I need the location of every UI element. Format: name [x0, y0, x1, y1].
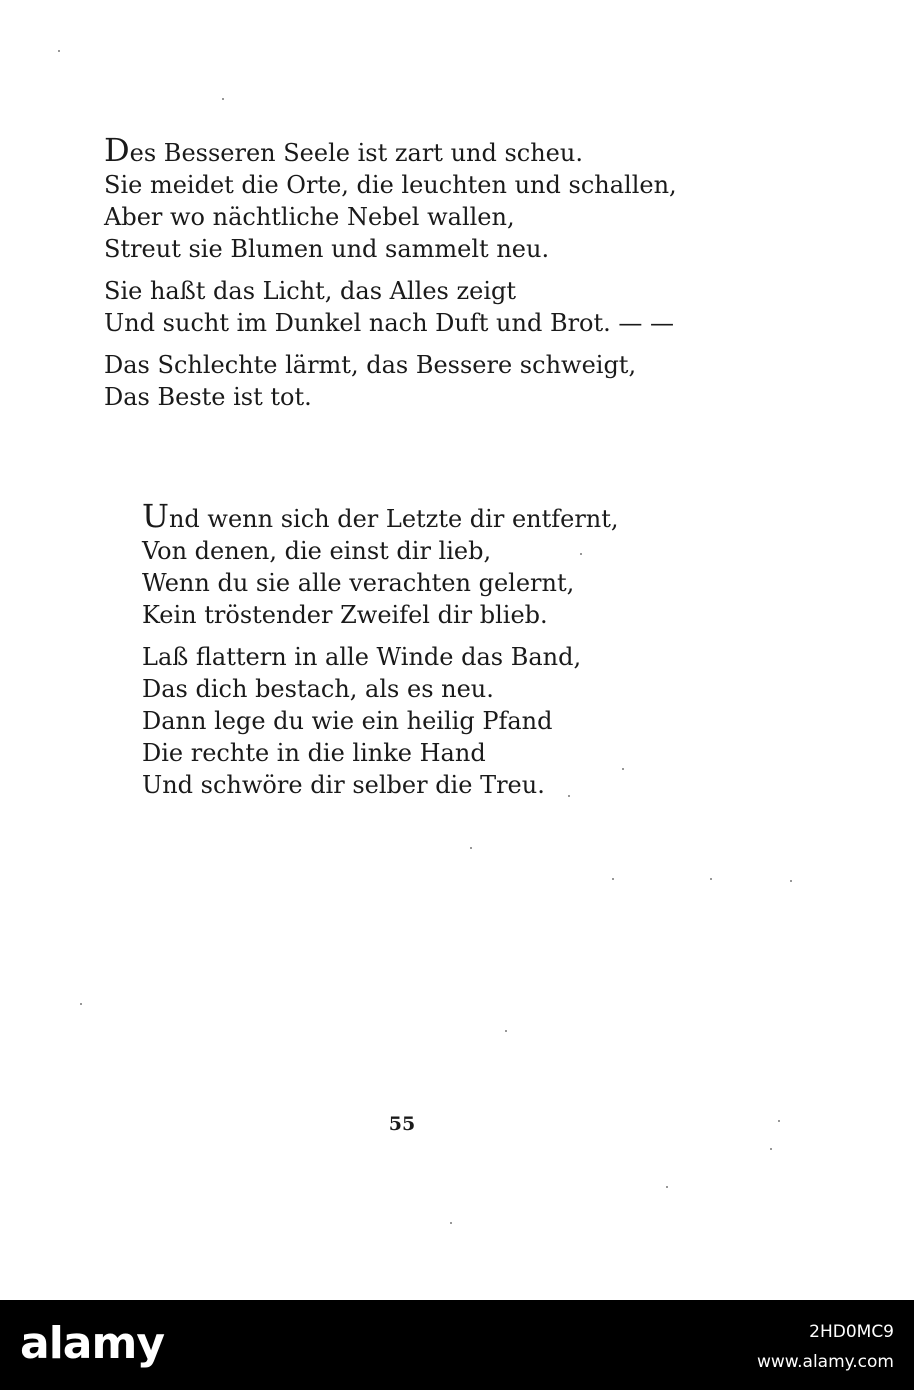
scan-speck [222, 98, 224, 100]
drop-cap: D [104, 131, 130, 169]
stanza [142, 641, 619, 801]
scan-speck [710, 878, 712, 880]
poem-line: Kein tröstender Zweifel dir blieb. [142, 601, 548, 629]
poem-2 [142, 497, 619, 801]
poem-line: Und schwöre dir selber die Treu. [142, 771, 545, 799]
poem-line: Sie haßt das Licht, das Alles zeigt [104, 277, 517, 305]
poem-line: Die rechte in die linke Hand [142, 739, 486, 767]
scan-speck [470, 847, 472, 849]
scan-speck [790, 880, 792, 882]
poem-line: Des Besseren Seele ist zart und scheu. [104, 131, 583, 169]
stanza [142, 497, 619, 631]
page-number: 55 [388, 1113, 416, 1135]
poem-1 [104, 131, 677, 413]
stanza [104, 275, 677, 339]
image-id: 2HD0MC9 [809, 1322, 894, 1342]
scan-speck [666, 1186, 668, 1188]
poem-line: Laß flattern in alle Winde das Band, [142, 643, 582, 671]
scan-speck [450, 1222, 452, 1224]
poem-line: Und sucht im Dunkel nach Duft und Brot. — — [104, 309, 675, 337]
site-url: www.alamy.com [756, 1352, 894, 1372]
watermark-bar [0, 1300, 914, 1390]
scan-speck [622, 768, 624, 770]
stanza [104, 131, 677, 265]
poem-line: Das Beste ist tot. [104, 383, 312, 411]
poem-line: Das Schlechte lärmt, das Bessere schweigt, [104, 351, 637, 379]
drop-cap: U [142, 497, 169, 535]
poem-line: Von denen, die einst dir lieb, [142, 537, 492, 565]
poem-line: Dann lege du wie ein heilig Pfand [142, 707, 553, 735]
poem-line: Wenn du sie alle verachten gelernt, [142, 569, 575, 597]
poem-line: Streut sie Blumen und sammelt neu. [104, 235, 550, 263]
scan-speck [58, 50, 60, 52]
scan-speck [770, 1148, 772, 1150]
scan-speck [612, 878, 614, 880]
poem-line: Aber wo nächtliche Nebel wallen, [104, 203, 515, 231]
scan-speck [80, 1003, 82, 1005]
poem-line: Das dich bestach, als es neu. [142, 675, 494, 703]
scan-speck [778, 1120, 780, 1122]
scan-speck [505, 1030, 507, 1032]
poem-line: Und wenn sich der Letzte dir entfernt, [142, 497, 619, 535]
scan-speck [568, 795, 570, 797]
stanza [104, 349, 677, 413]
scan-speck [580, 553, 582, 555]
watermark-logo: alamy [20, 1318, 164, 1369]
poem-line: Sie meidet die Orte, die leuchten und schallen, [104, 171, 677, 199]
